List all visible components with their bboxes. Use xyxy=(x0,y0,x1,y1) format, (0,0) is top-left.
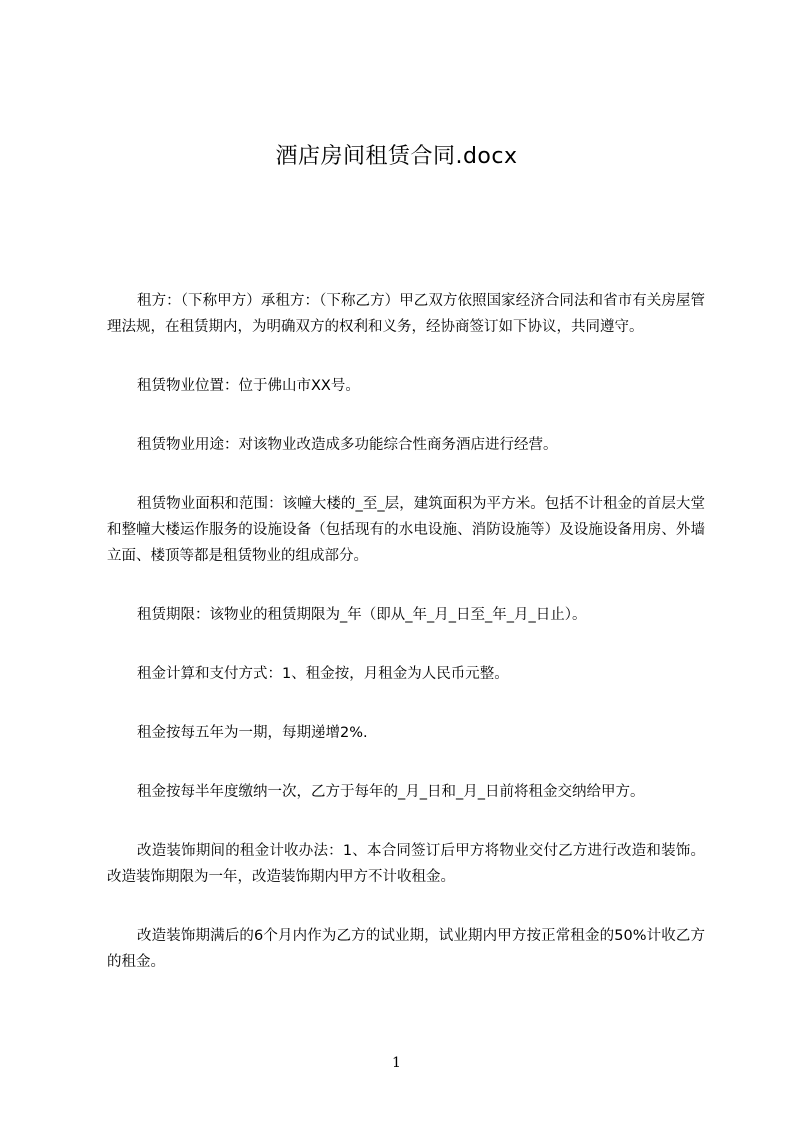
paragraph-area-scope: 租赁物业面积和范围：该幢大楼的_至_层，建筑面积为平方米。包括不计租金的首层大堂和整幢大楼运作服务的设施设备（包括现有的水电设施、消防设施等）及设施设备用房、外墙立面、楼顶等都是租赁物业的组成部分。 xyxy=(107,496,705,564)
paragraph-rent-payment: 租金计算和支付方式：1、租金按，月租金为人民币元整。 xyxy=(137,666,509,682)
paragraph-usage: 租赁物业用途：对该物业改造成多功能综合性商务酒店进行经营。 xyxy=(137,437,558,453)
page-number: 1 xyxy=(392,1055,401,1071)
paragraph-parties: 租方：（下称甲方）承租方：（下称乙方）甲乙双方依照国家经济合同法和省市有关房屋管理法规，在租赁期内，为明确双方的权利和义务，经协商签订如下协议，共同遵守。 xyxy=(107,293,705,335)
paragraph-renovation-rent: 改造装饰期间的租金计收办法：1、本合同签订后甲方将物业交付乙方进行改造和装饰。改造装饰期限为一年，改造装饰期内甲方不计收租金。 xyxy=(107,843,705,885)
paragraph-rent-increase: 租金按每五年为一期，每期递增2%. xyxy=(137,725,368,741)
paragraph-trial-period: 改造装饰期满后的6个月内作为乙方的试业期，试业期内甲方按正常租金的50%计收乙方的租金。 xyxy=(107,928,705,970)
paragraph-lease-term: 租赁期限：该物业的租赁期限为_年（即从_年_月_日至_年_月_日止）。 xyxy=(137,607,587,623)
paragraph-location: 租赁物业位置：位于佛山市XX号。 xyxy=(137,378,360,394)
paragraph-rent-schedule: 租金按每半年度缴纳一次，乙方于每年的_月_日和_月_日前将租金交纳给甲方。 xyxy=(137,784,645,800)
document-body xyxy=(107,288,705,1008)
document-title: 酒店房间租赁合同.docx xyxy=(275,144,518,169)
